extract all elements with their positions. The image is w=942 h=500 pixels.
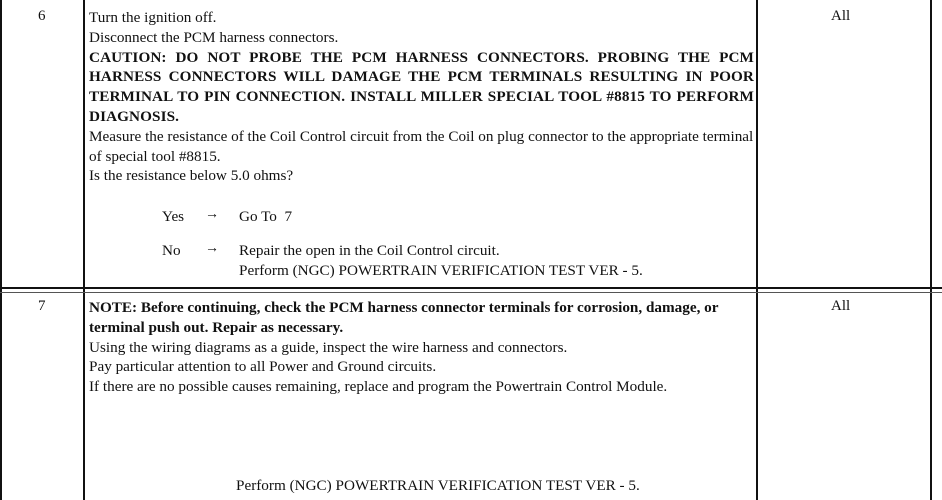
no-label: No <box>162 242 181 259</box>
column-divider-step <box>83 0 85 500</box>
applicability: All <box>831 8 851 24</box>
instruction-line: Measure the resistance of the Coil Control circuit from the Coil on plug connector to the appropriate terminal of special tool #8815. <box>89 127 754 165</box>
instruction-line: If there are no possible causes remaining, replace and program the Powertrain Control Module. <box>89 378 668 396</box>
step-number: 7 <box>38 298 46 314</box>
instruction-line: Using the wiring diagrams as a guide, inspect the wire harness and connectors. <box>89 338 568 356</box>
table-left-border <box>0 0 2 500</box>
column-divider-applicability <box>756 0 758 500</box>
arrow-icon: → <box>205 207 219 222</box>
yes-action: Go To 7 <box>239 208 293 225</box>
step-instructions <box>89 298 754 397</box>
step-number: 6 <box>38 8 46 24</box>
step-instructions <box>89 8 754 186</box>
note-text: NOTE: Before continuing, check the PCM harness connector terminals for corrosion, damage, or terminal push out. Repair as necessary. <box>89 299 719 336</box>
no-action-verify: Perform (NGC) POWERTRAIN VERIFICATION TEST VER - 5. <box>239 262 643 279</box>
applicability: All <box>831 298 851 314</box>
row-divider <box>0 287 942 289</box>
table-right-border <box>930 0 932 500</box>
instruction-line: Is the resistance below 5.0 ohms? <box>89 167 294 185</box>
yes-label: Yes <box>162 208 185 225</box>
instruction-line: Disconnect the PCM harness connectors. <box>89 28 339 46</box>
row-divider-shadow <box>0 292 942 293</box>
caution-text: CAUTION: DO NOT PROBE THE PCM HARNESS CONNECTORS. PROBING THE PCM HARNESS CONNECTORS WILL DAMAGE THE PCM TERMINALS RESULTING IN POOR TERMINAL TO PIN CONNECTION. INSTALL MILLER SPECIAL TOOL #8815 TO PERFORM DIAGNOSIS. <box>89 48 754 125</box>
verification-footer: Perform (NGC) POWERTRAIN VERIFICATION TEST VER - 5. <box>236 477 640 494</box>
instruction-line: Pay particular attention to all Power and Ground circuits. <box>89 358 437 376</box>
instruction-line: Turn the ignition off. <box>89 9 217 26</box>
no-action: Repair the open in the Coil Control circuit. <box>239 242 500 259</box>
arrow-icon: → <box>205 241 219 256</box>
